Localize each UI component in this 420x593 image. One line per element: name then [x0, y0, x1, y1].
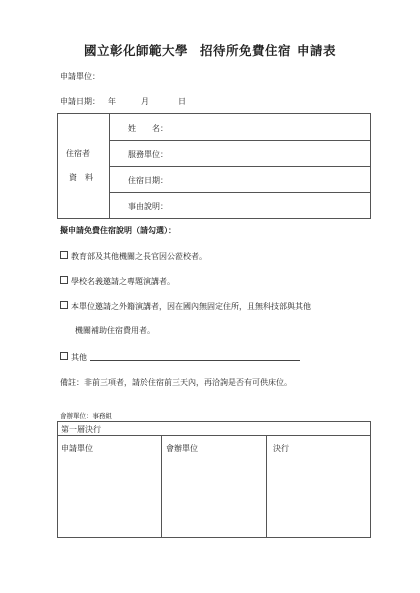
cosign-col-cosign-unit: 會辦單位 — [166, 444, 198, 453]
cosign-col-applicant: 申請單位 — [61, 444, 93, 453]
application-date-label — [60, 96, 100, 107]
cosign-caption: 會辦單位：事務組 — [60, 412, 112, 420]
title-school: 國立彰化師範大學 — [83, 43, 188, 58]
application-date-text: 申請日期： — [60, 97, 100, 106]
page-title — [0, 41, 420, 59]
other-reason-blank[interactable] — [90, 360, 300, 361]
reason-option-3: 本單位邀請之外籍演講者，因在國內無固定住所，且無科技部與其他 — [71, 302, 311, 311]
reason-checkbox-3[interactable] — [60, 301, 68, 309]
reason-checkbox-1[interactable] — [60, 251, 68, 259]
title-form: 申請表 — [297, 43, 337, 58]
date-year: 年 — [108, 97, 116, 106]
guest-section-label: 住宿者 — [66, 149, 90, 158]
service-unit-field-label: 服務單位： — [128, 150, 168, 159]
reasons-heading: 擬申請免費住宿說明（請勾選）： — [60, 226, 176, 235]
reason-option-2: 學校名義邀請之專題演講者。 — [71, 277, 175, 286]
cosign-level-label: 第一層決行 — [61, 425, 101, 434]
guest-section-label-2: 資 料 — [69, 173, 93, 182]
reason-option-1: 教育部及其他機關之長官因公蒞校者。 — [71, 252, 207, 261]
reason-checkbox-2[interactable] — [60, 276, 68, 284]
date-day: 日 — [178, 97, 186, 106]
name-field-label: 姓 名： — [128, 124, 168, 133]
stay-date-field-label: 住宿日期： — [128, 176, 168, 185]
cosign-col-decision: 決行 — [273, 444, 289, 453]
reason-option-3-continuation: 機關補助住宿費用者。 — [75, 326, 155, 335]
reason-checkbox-4[interactable] — [60, 352, 68, 360]
note-text: 備註：非前三項者，請於住宿前三天內，再洽詢是否有可供床位。 — [60, 378, 292, 387]
reason-field-label: 事由說明： — [128, 202, 168, 211]
date-month: 月 — [141, 97, 149, 106]
applicant-unit-label: 申請單位： — [60, 72, 100, 81]
reason-option-4: 其他 — [71, 353, 87, 362]
title-office: 招待所免費住宿 — [199, 43, 291, 58]
